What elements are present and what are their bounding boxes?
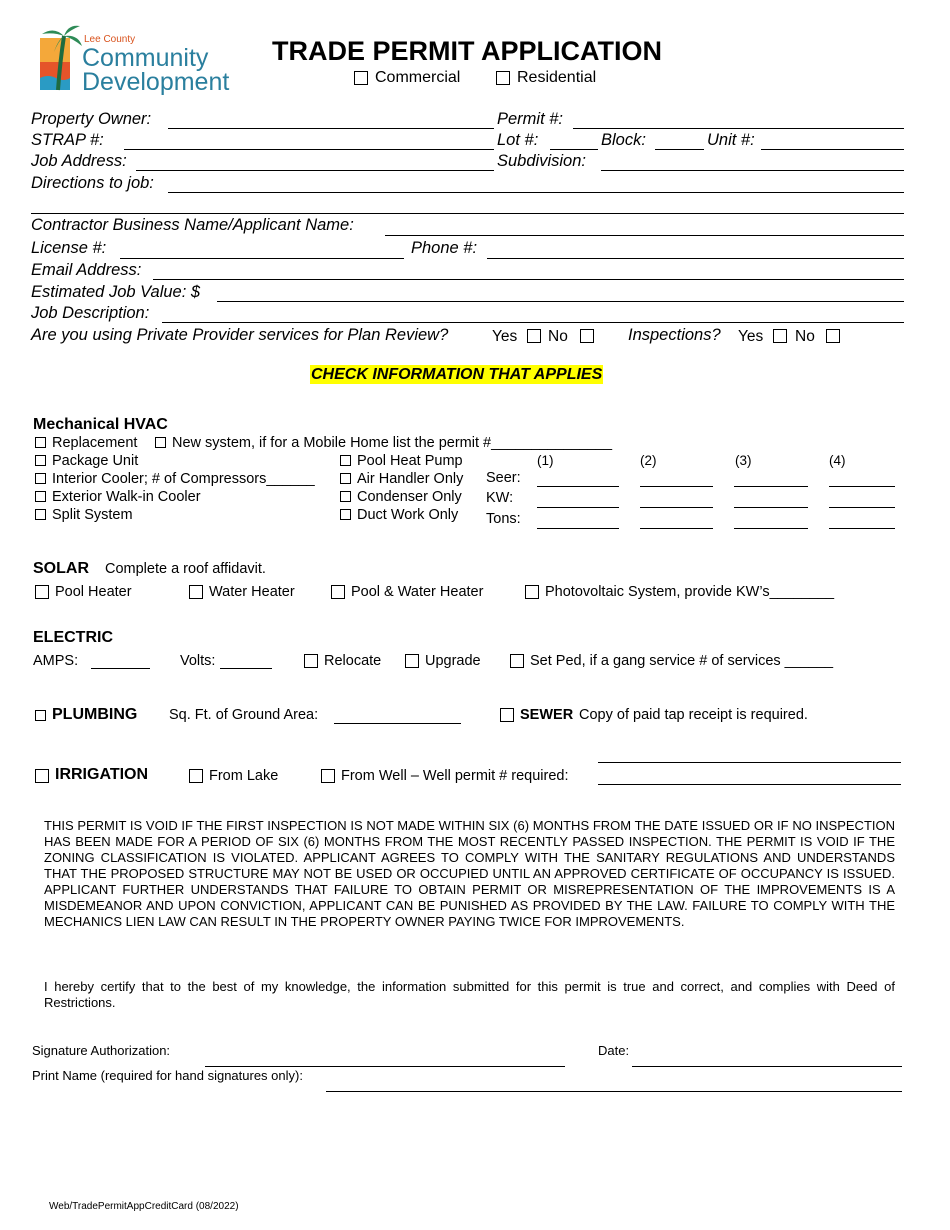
seer-field-4[interactable]	[829, 486, 895, 487]
email-field[interactable]	[153, 279, 904, 280]
plumbing-checkbox[interactable]	[35, 710, 46, 721]
kw-field-4[interactable]	[829, 507, 895, 508]
inspections-no-label: No	[795, 328, 815, 345]
exterior-cooler-checkbox[interactable]	[35, 491, 46, 502]
irrigation-heading: IRRIGATION	[55, 766, 149, 783]
commercial-label: Commercial	[375, 69, 461, 86]
replacement-label: Replacement	[52, 435, 138, 451]
col-1-label: (1)	[537, 453, 554, 468]
split-system-checkbox[interactable]	[35, 509, 46, 520]
package-unit-label: Package Unit	[52, 453, 139, 469]
footer-form-id: Web/TradePermitAppCreditCard (08/2022)	[49, 1201, 239, 1212]
sewer-heading: SEWER	[520, 707, 574, 723]
permit-number-field[interactable]	[573, 128, 904, 129]
certify-paragraph: I hereby certify that to the best of my knowledge, the information submitted for this permit is true and correct, and complies with Deed of Restrictions.	[44, 979, 895, 1010]
property-owner-field[interactable]	[168, 128, 494, 129]
job-value-label: Estimated Job Value: $	[31, 283, 201, 301]
photovoltaic-label: Photovoltaic System, provide KW’s________	[545, 584, 835, 600]
new-system-label: New system, if for a Mobile Home list the permit #_______________	[172, 435, 613, 451]
pool-water-heater-checkbox[interactable]	[331, 585, 345, 599]
block-label: Block:	[601, 131, 646, 149]
print-name-field[interactable]	[326, 1091, 902, 1092]
inspections-yes-checkbox[interactable]	[773, 329, 787, 343]
upgrade-checkbox[interactable]	[405, 654, 419, 668]
amps-field[interactable]	[91, 668, 150, 669]
air-handler-checkbox[interactable]	[340, 473, 351, 484]
job-description-field[interactable]	[162, 322, 904, 323]
kw-field-3[interactable]	[734, 507, 808, 508]
col-4-label: (4)	[829, 453, 846, 468]
electric-heading: ELECTRIC	[33, 629, 113, 646]
strap-field[interactable]	[124, 149, 494, 150]
set-ped-checkbox[interactable]	[510, 654, 524, 668]
permit-number-label: Permit #:	[497, 110, 564, 128]
business-name-label: Contractor Business Name/Applicant Name:	[31, 216, 354, 234]
irrigation-checkbox[interactable]	[35, 769, 49, 783]
from-lake-label: From Lake	[209, 768, 279, 784]
air-handler-label: Air Handler Only	[357, 471, 464, 487]
split-system-label: Split System	[52, 507, 133, 523]
residential-label: Residential	[517, 69, 597, 86]
sewer-note: Copy of paid tap receipt is required.	[579, 707, 808, 723]
subdivision-field[interactable]	[601, 170, 904, 171]
water-heater-label: Water Heater	[209, 584, 295, 600]
sqft-field[interactable]	[334, 723, 461, 724]
pool-heater-checkbox[interactable]	[35, 585, 49, 599]
from-well-checkbox[interactable]	[321, 769, 335, 783]
inspections-label: Inspections?	[628, 326, 721, 344]
interior-cooler-checkbox[interactable]	[35, 473, 46, 484]
logo-org-line2: Development	[82, 68, 230, 96]
commercial-checkbox[interactable]	[354, 71, 368, 85]
new-system-checkbox[interactable]	[155, 437, 166, 448]
logo-org-small: Lee County	[84, 34, 136, 45]
logo	[36, 22, 246, 98]
job-address-field[interactable]	[136, 170, 494, 171]
well-permit-field-line1[interactable]	[598, 762, 901, 763]
tons-field-2[interactable]	[640, 528, 713, 529]
kw-label: KW:	[486, 490, 514, 506]
pool-heat-pump-label: Pool Heat Pump	[357, 453, 463, 469]
disclaimer-paragraph: THIS PERMIT IS VOID IF THE FIRST INSPECTION IS NOT MADE WITHIN SIX (6) MONTHS FROM THE DATE ISSUED OR IF NO INSPECTION HAS BEEN MADE FOR A PERIOD OF SIX (6) MONTHS FROM THE MOST RECENTLY PASSED INSPECTION. THE PERMIT IS VOID IF THE ZONING CLASSIFICATION IS VIOLATED. APPLICANT AGREES TO COMPLY WITH THE SANITARY REGULATIONS AND UNDERSTANDS THAT THE PROPOSED STRUCTURE MAY NOT BE USED OR OCCUPIED UNTIL AN APPROVED CERTIFICATE OF OCCUPANCY IS ISSUED. APPLICANT FURTHER UNDERSTANDS THAT FAILURE TO OBTAIN PERMIT OR MISREPRESENTATION OF THE IMPROVEMENTS IS A MISDEMEANOR AND UPON CONVICTION, APPLICANT CAN BE PUNISHED AS PROVIDED BY THE LAW. FAILURE TO COMPLY WITH THE MECHANICS LIEN LAW CAN RESULT IN THE PROPERTY OWNER PAYING TWICE FOR IMPROVEMENTS.	[44, 818, 895, 929]
license-label: License #:	[31, 239, 107, 257]
unit-label: Unit #:	[707, 131, 755, 149]
volts-label: Volts:	[180, 653, 216, 669]
duct-work-label: Duct Work Only	[357, 507, 459, 523]
block-field[interactable]	[655, 149, 704, 150]
plumbing-heading: PLUMBING	[52, 706, 138, 723]
plan-review-yes-label: Yes	[492, 328, 518, 345]
logo-org-line1: Community	[82, 44, 209, 72]
duct-work-checkbox[interactable]	[340, 509, 351, 520]
property-owner-label: Property Owner:	[31, 110, 152, 128]
unit-field[interactable]	[761, 149, 904, 150]
directions-field-line2[interactable]	[31, 213, 904, 214]
lot-field[interactable]	[550, 149, 598, 150]
col-2-label: (2)	[640, 453, 657, 468]
set-ped-label: Set Ped, if a gang service # of services ______	[530, 653, 834, 669]
water-heater-checkbox[interactable]	[189, 585, 203, 599]
date-field[interactable]	[632, 1066, 902, 1067]
seer-field-1[interactable]	[537, 486, 619, 487]
plan-review-no-label: No	[548, 328, 568, 345]
license-field[interactable]	[120, 258, 404, 259]
sewer-checkbox[interactable]	[500, 708, 514, 722]
photovoltaic-checkbox[interactable]	[525, 585, 539, 599]
email-label: Email Address:	[31, 261, 142, 279]
tons-field-1[interactable]	[537, 528, 619, 529]
signature-field[interactable]	[205, 1066, 565, 1067]
from-lake-checkbox[interactable]	[189, 769, 203, 783]
inspections-yes-label: Yes	[738, 328, 764, 345]
pool-heat-pump-checkbox[interactable]	[340, 455, 351, 466]
condenser-label: Condenser Only	[357, 489, 462, 505]
palm-tree-logo-icon	[36, 22, 84, 96]
kw-field-1[interactable]	[537, 507, 619, 508]
subdivision-label: Subdivision:	[497, 152, 586, 170]
package-unit-checkbox[interactable]	[35, 455, 46, 466]
solar-heading: SOLAR	[33, 560, 89, 577]
seer-label: Seer:	[486, 470, 521, 486]
lot-label: Lot #:	[497, 131, 539, 149]
check-info-banner	[310, 366, 603, 384]
plan-review-no-checkbox[interactable]	[580, 329, 594, 343]
replacement-checkbox[interactable]	[35, 437, 46, 448]
hvac-heading: Mechanical HVAC	[33, 416, 168, 433]
job-address-label: Job Address:	[31, 152, 127, 170]
plan-review-yes-checkbox[interactable]	[527, 329, 541, 343]
phone-field[interactable]	[487, 258, 904, 259]
volts-field[interactable]	[220, 668, 272, 669]
amps-label: AMPS:	[33, 653, 79, 669]
condenser-checkbox[interactable]	[340, 491, 351, 502]
inspections-no-checkbox[interactable]	[826, 329, 840, 343]
job-value-field[interactable]	[217, 301, 904, 302]
business-name-field[interactable]	[385, 235, 904, 236]
seer-field-2[interactable]	[640, 486, 713, 487]
page-title: TRADE PERMIT APPLICATION	[272, 36, 662, 66]
phone-label: Phone #:	[411, 239, 478, 257]
signature-label: Signature Authorization:	[32, 1043, 171, 1058]
col-3-label: (3)	[735, 453, 752, 468]
private-provider-question: Are you using Private Provider services for Plan Review?	[31, 326, 449, 344]
directions-field[interactable]	[168, 192, 904, 193]
relocate-label: Relocate	[324, 653, 382, 669]
relocate-checkbox[interactable]	[304, 654, 318, 668]
strap-label: STRAP #:	[31, 131, 104, 149]
residential-checkbox[interactable]	[496, 71, 510, 85]
print-name-label: Print Name (required for hand signatures only):	[32, 1068, 303, 1083]
seer-field-3[interactable]	[734, 486, 808, 487]
interior-cooler-label: Interior Cooler; # of Compressors______	[52, 471, 315, 487]
tons-label: Tons:	[486, 511, 521, 527]
tons-field-4[interactable]	[829, 528, 895, 529]
solar-note: Complete a roof affidavit.	[105, 561, 266, 577]
directions-label: Directions to job:	[31, 174, 154, 192]
date-label: Date:	[598, 1043, 630, 1058]
kw-field-2[interactable]	[640, 507, 713, 508]
pool-heater-label: Pool Heater	[55, 584, 132, 600]
from-well-label: From Well – Well permit # required:	[341, 768, 569, 784]
well-permit-field-line2[interactable]	[598, 784, 901, 785]
job-description-label: Job Description:	[31, 304, 150, 322]
sqft-label: Sq. Ft. of Ground Area:	[169, 707, 319, 723]
pool-water-heater-label: Pool & Water Heater	[351, 584, 484, 600]
exterior-cooler-label: Exterior Walk-in Cooler	[52, 489, 201, 505]
tons-field-3[interactable]	[734, 528, 808, 529]
upgrade-label: Upgrade	[425, 653, 481, 669]
check-info-text: CHECK INFORMATION THAT APPLIES	[311, 366, 603, 383]
